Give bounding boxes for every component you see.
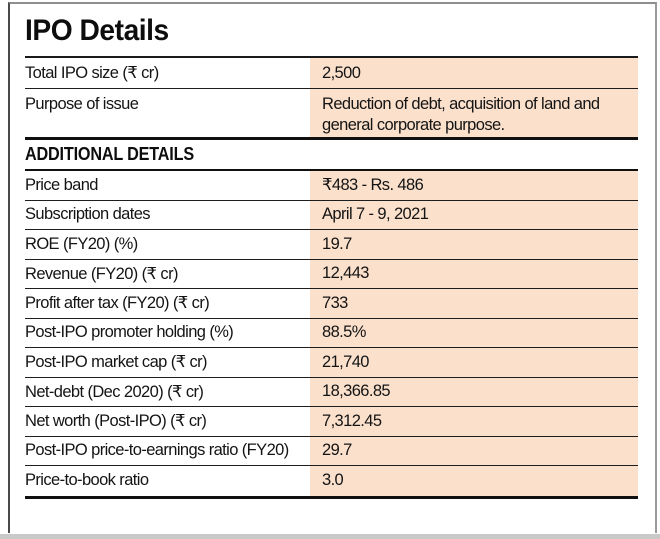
table bbox=[25, 0, 638, 499]
table-row bbox=[25, 348, 638, 378]
row-value: 7,312.45 bbox=[310, 407, 638, 436]
row-label: Revenue (FY20) (₹ cr) bbox=[25, 264, 178, 283]
row-label: Profit after tax (FY20) (₹ cr) bbox=[25, 294, 210, 313]
row-value: 18,366.85 bbox=[310, 378, 638, 407]
table-row bbox=[25, 378, 638, 408]
section-header bbox=[25, 140, 638, 169]
table-row bbox=[25, 319, 638, 349]
row-value: 19.7 bbox=[310, 230, 638, 259]
table-row bbox=[25, 437, 638, 467]
row-value: 88.5% bbox=[310, 319, 638, 348]
row-label: Net-debt (Dec 2020) (₹ cr) bbox=[25, 382, 204, 401]
row-label: Price-to-book ratio bbox=[25, 471, 149, 490]
table-row bbox=[25, 289, 638, 319]
row-value: 733 bbox=[310, 289, 638, 318]
row-label: Net worth (Post-IPO) (₹ cr) bbox=[25, 412, 207, 431]
section-header-text: ADDITIONAL DETAILS bbox=[25, 144, 194, 164]
row-value: 21,740 bbox=[310, 348, 638, 377]
table-row bbox=[25, 407, 638, 437]
bottom-shadow bbox=[0, 534, 660, 539]
row-label: Subscription dates bbox=[25, 205, 150, 224]
row-label: Post-IPO promoter holding (%) bbox=[25, 323, 234, 342]
table-bottom-rule bbox=[25, 496, 638, 499]
table-row bbox=[25, 466, 638, 496]
table-row bbox=[25, 171, 638, 201]
row-label: ROE (FY20) (%) bbox=[25, 234, 138, 253]
row-value: April 7 - 9, 2021 bbox=[310, 201, 638, 230]
row-label: Post-IPO price-to-earnings ratio (FY20) bbox=[25, 441, 289, 460]
table-row bbox=[25, 230, 638, 260]
row-label: Purpose of issue bbox=[25, 95, 139, 113]
row-label: Total IPO size (₹ cr) bbox=[25, 64, 159, 82]
table-row bbox=[25, 260, 638, 290]
table-row bbox=[25, 58, 638, 89]
row-value: 2,500 bbox=[310, 58, 638, 88]
table-row bbox=[25, 89, 638, 137]
table-row bbox=[25, 201, 638, 231]
row-value: 29.7 bbox=[310, 437, 638, 466]
page-title-text: IPO Details bbox=[25, 14, 169, 47]
row-label: Post-IPO market cap (₹ cr) bbox=[25, 353, 207, 372]
page-title bbox=[25, 0, 638, 56]
row-value: 3.0 bbox=[310, 466, 638, 496]
row-value: ₹483 - Rs. 486 bbox=[310, 171, 638, 200]
row-value: Reduction of debt, acquisition of land and general corporate purpose. bbox=[310, 89, 638, 137]
row-label: Price band bbox=[25, 175, 98, 194]
row-value: 12,443 bbox=[310, 260, 638, 289]
